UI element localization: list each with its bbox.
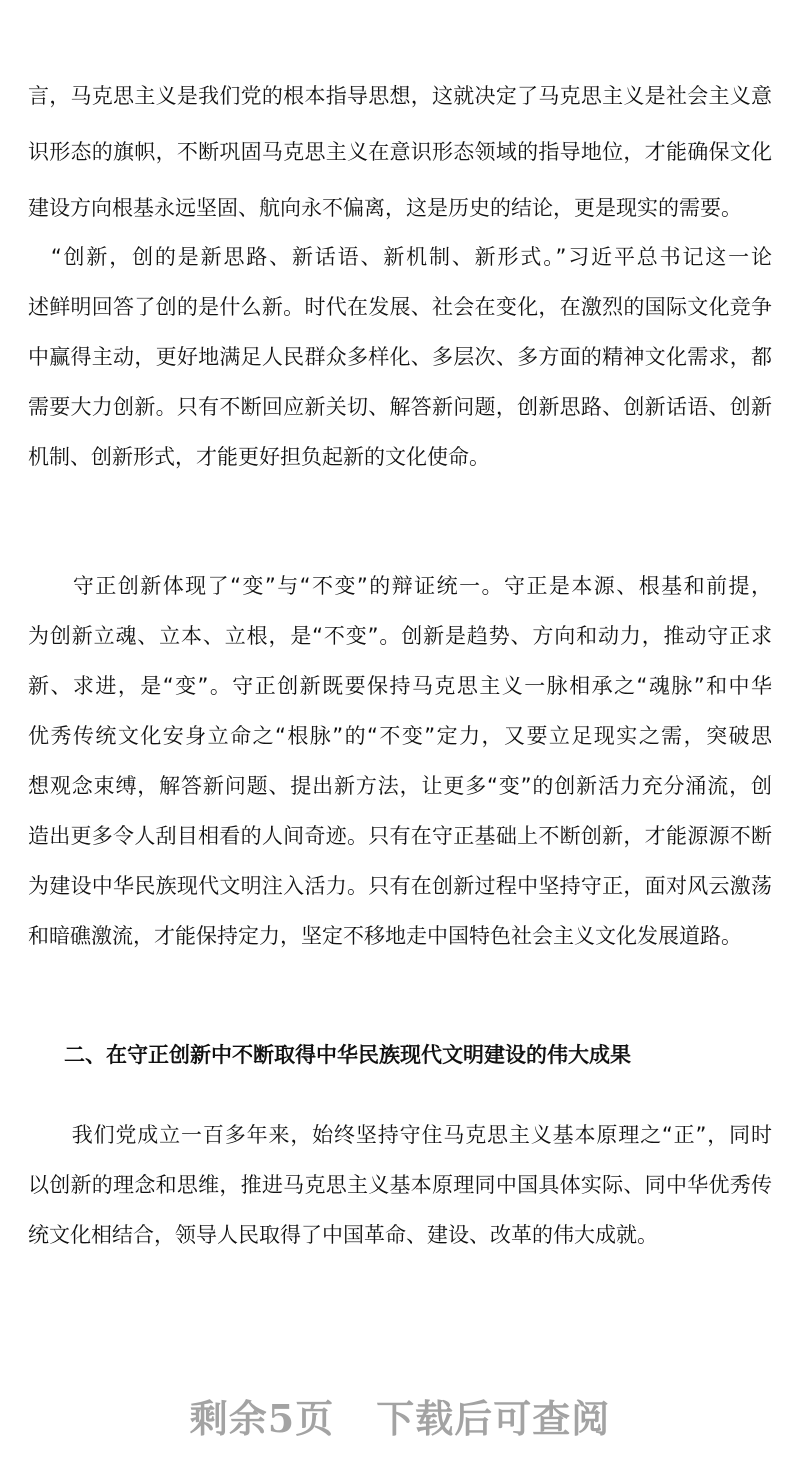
text-line: 想观念束缚，解答新问题、提出新方法，让更多“变”的创新活力充分涌流，创: [28, 774, 772, 798]
section-heading: 二、在守正创新中不断取得中华民族现代文明建设的伟大成果: [64, 1043, 631, 1067]
text-line: 我们党成立一百多年来，始终坚持守住马克思主义基本原理之“正”，同时: [28, 1123, 772, 1147]
paragraph-1: [28, 68, 772, 236]
paragraph-2: [28, 232, 772, 482]
text-line: “创新，创的是新思路、新话语、新机制、新形式。”习近平总书记这一论: [28, 245, 772, 269]
text-line: 为建设中华民族现代文明注入活力。只有在创新过程中坚持守正，面对风云激荡: [28, 874, 772, 898]
text-line: 统文化相结合，领导人民取得了中国革命、建设、改革的伟大成就。: [28, 1223, 658, 1247]
text-line: 优秀传统文化安身立命之“根脉”的“不变”定力，又要立足现实之需，突破思: [28, 724, 772, 748]
download-prompt[interactable]: [0, 1388, 800, 1443]
text-line: 以创新的理念和思维，推进马克思主义基本原理同中国具体实际、同中华优秀传: [28, 1173, 772, 1197]
text-line: 造出更多令人刮目相看的人间奇迹。只有在守正基础上不断创新，才能源源不断: [28, 824, 772, 848]
text-line: 为创新立魂、立本、立根，是“不变”。创新是趋势、方向和动力，推动守正求: [28, 624, 772, 648]
paragraph-4: [28, 1110, 772, 1260]
text-line: 机制、创新形式，才能更好担负起新的文化使命。: [28, 445, 490, 469]
text-line: 守正创新体现了“变”与“不变”的辩证统一。守正是本源、根基和前提，: [28, 574, 772, 598]
text-line: 需要大力创新。只有不断回应新关切、解答新问题，创新思路、创新话语、创新: [28, 395, 772, 419]
text-line: 识形态的旗帜，不断巩固马克思主义在意识形态领域的指导地位，才能确保文化: [28, 140, 772, 164]
text-line: 述鲜明回答了创的是什么新。时代在发展、社会在变化，在激烈的国际文化竞争: [28, 295, 772, 319]
remaining-pages-label: 剩余5页: [189, 1396, 335, 1441]
paragraph-3: [28, 561, 772, 961]
text-line: 建设方向根基永远坚固、航向永不偏离，这是历史的结论，更是现实的需要。: [28, 196, 742, 220]
text-line: 言，马克思主义是我们党的根本指导思想，这就决定了马克思主义是社会主义意: [28, 84, 772, 108]
text-line: 中赢得主动，更好地满足人民群众多样化、多层次、多方面的精神文化需求，都: [28, 345, 772, 369]
text-line: 和暗礁激流，才能保持定力，坚定不移地走中国特色社会主义文化发展道路。: [28, 924, 742, 948]
download-label[interactable]: 下载后可查阅: [376, 1396, 611, 1441]
text-line: 新、求进，是“变”。守正创新既要保持马克思主义一脉相承之“魂脉”和中华: [28, 674, 772, 698]
